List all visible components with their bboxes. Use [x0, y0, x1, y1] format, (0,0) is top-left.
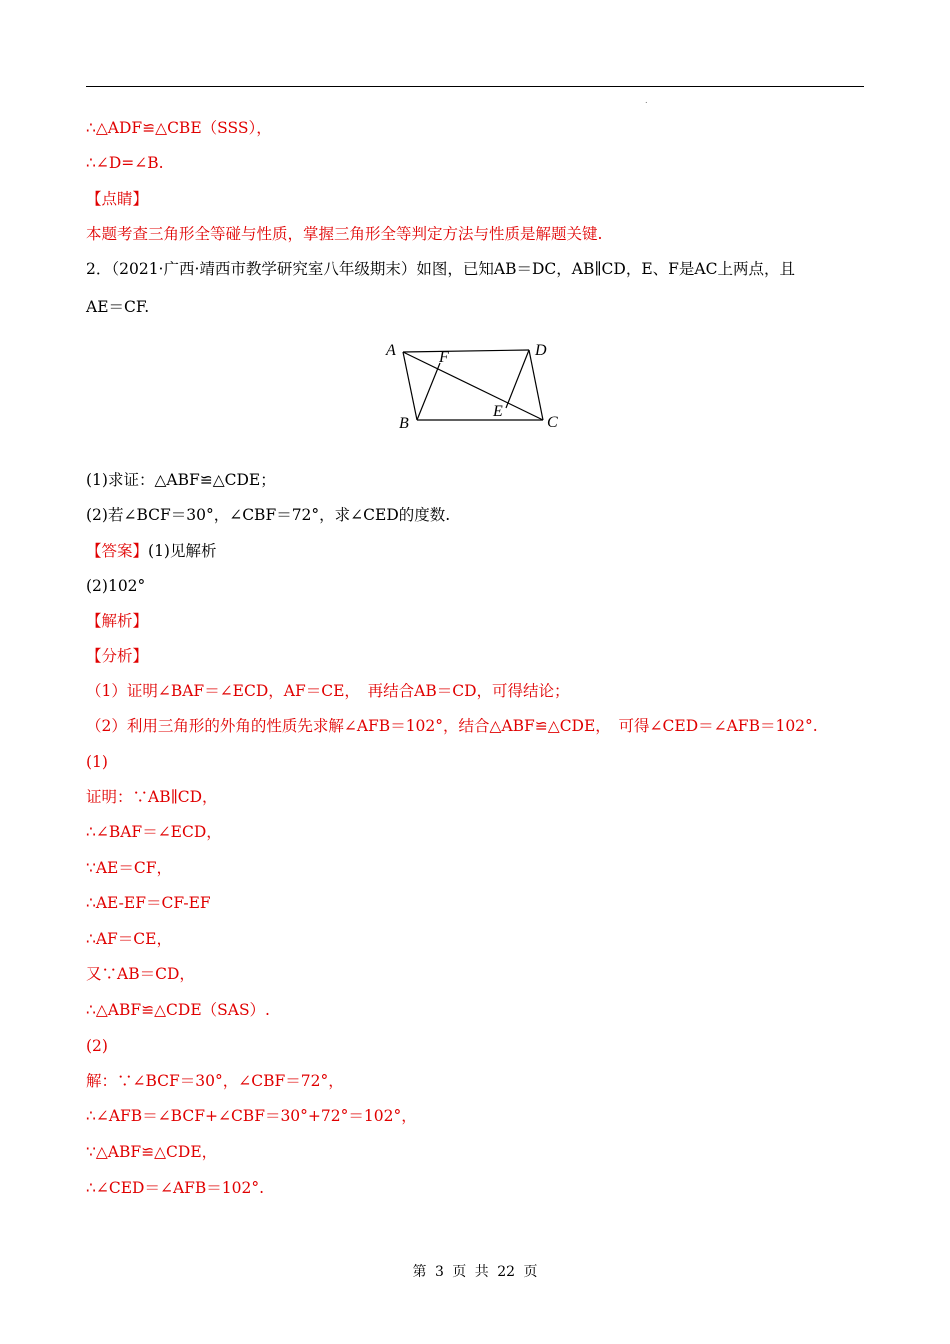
analysis-1: （1）证明∠BAF＝∠ECD，AF＝CE， 再结合AB＝CD，可得结论；: [86, 682, 570, 700]
label-C: C: [547, 414, 558, 431]
question-2-line-2: AE＝CF.: [86, 298, 150, 316]
line-3-dianjing: 【点睛】: [86, 190, 149, 208]
header-dot: .: [645, 96, 648, 105]
label-D: D: [535, 342, 547, 359]
proof-line-6: 又∵AB＝CD，: [86, 965, 195, 983]
segment-AC: [403, 352, 543, 420]
answer-part-2: (2)102°: [86, 577, 146, 595]
line-2: ∴∠D=∠B.: [86, 154, 164, 172]
fenxi-tag: 【分析】: [86, 647, 149, 665]
line-4: 本题考查三角形全等碰与性质，掌握三角形全等判定方法与性质是解题关键.: [86, 225, 603, 243]
segment-BF: [417, 363, 440, 420]
jiexi-tag: 【解析】: [86, 612, 149, 630]
segment-DC: [529, 350, 543, 420]
parallelogram-diagram: [382, 338, 572, 438]
solution-line-3: ∵△ABF≌△CDE，: [86, 1143, 218, 1161]
label-F: F: [439, 349, 449, 366]
solution-line-1: 解：∵∠BCF＝30°，∠CBF＝72°，: [86, 1072, 344, 1090]
part-1-question: (1)求证：△ABF≌△CDE；: [86, 471, 276, 489]
proof-line-2: ∴∠BAF＝∠ECD，: [86, 823, 222, 841]
header-rule: [86, 86, 864, 87]
proof-line-1: 证明：∵AB∥CD，: [86, 788, 218, 806]
question-2-line-1: 2．（2021·广西·靖西市教学研究室八年级期末）如图，已知AB＝DC，AB∥CD，E、F是AC上两点，且: [86, 260, 795, 278]
proof-line-4: ∴AE-EF＝CF-EF: [86, 894, 211, 912]
label-A: A: [386, 342, 396, 359]
segment-AD: [403, 350, 529, 352]
proof-part-1-label: (1): [86, 753, 108, 771]
answer-tag: 【答案】: [86, 542, 149, 560]
proof-line-7: ∴△ABF≌△CDE（SAS）.: [86, 1001, 270, 1019]
analysis-2: （2）利用三角形的外角的性质先求解∠AFB＝102°，结合△ABF≌△CDE， 可得∠CED＝∠AFB＝102°.: [86, 717, 818, 735]
answer-line: [86, 541, 216, 561]
segment-AB: [403, 352, 417, 420]
proof-line-3: ∵AE＝CF，: [86, 859, 172, 877]
solution-line-4: ∴∠CED＝∠AFB＝102°.: [86, 1179, 265, 1197]
solution-line-2: ∴∠AFB＝∠BCF+∠CBF＝30°+72°＝102°，: [86, 1107, 417, 1125]
label-E: E: [493, 403, 503, 420]
geometry-figure: [382, 338, 572, 442]
proof-part-2-label: (2): [86, 1037, 108, 1055]
label-B: B: [399, 415, 409, 432]
part-2-question: (2)若∠BCF＝30°，∠CBF＝72°，求∠CED的度数.: [86, 506, 451, 524]
line-1: ∴△ADF≌△CBE（SSS），: [86, 119, 272, 137]
page-footer: 第 3 页 共 22 页: [412, 1264, 538, 1280]
segment-DE: [506, 350, 529, 408]
proof-line-5: ∴AF＝CE，: [86, 930, 172, 948]
answer-part-1: (1)见解析: [148, 542, 217, 560]
